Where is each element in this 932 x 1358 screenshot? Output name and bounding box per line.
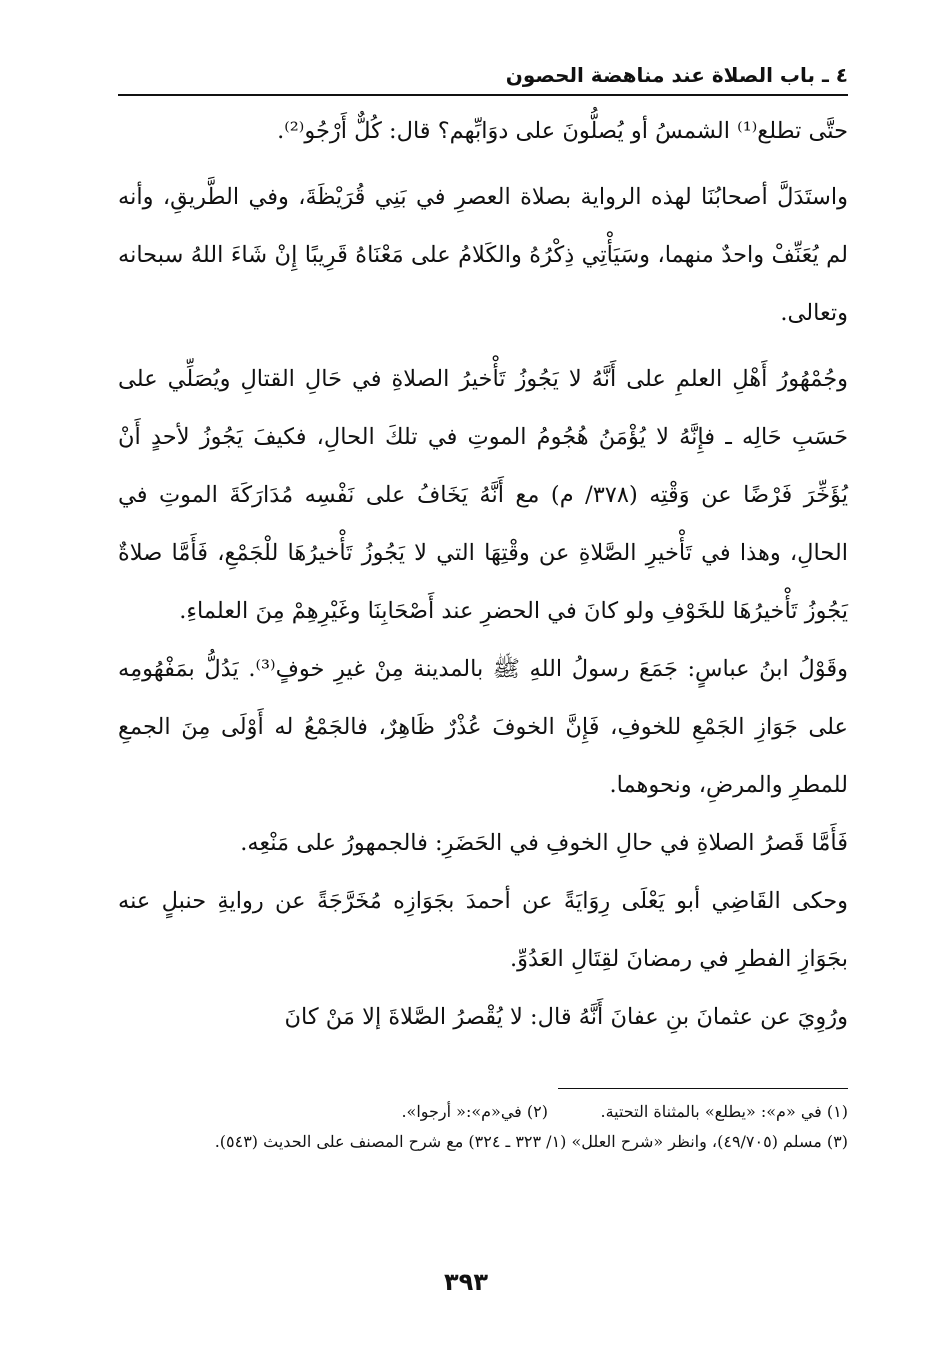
document-page xyxy=(118,58,848,1157)
paragraph-4: وقَوْلُ ابنُ عباسٍ: جَمَعَ رسولُ اللهِ ﷺ بالمدينة مِنْ غيرِ خوفٍ⁽³⁾. يَدُلُّ بمَفْهُومِه على جَوَازِ الجَمْعِ للخوفِ، فَإِنَّ الخوفَ عُذْرٌ ظَاهِرٌ، فالجَمْعُ له أَوْلَى مِنَ الجمعِ للمطرِ والمرضِ، ونحوهما. xyxy=(118,656,848,798)
footnote-separator xyxy=(558,1088,848,1089)
footnote-3: (٣) مسلم (٤٩/٧٠٥)، وانظر «شرح العلل» (١/ ٣٢٣ ـ ٣٢٤) مع شرح المصنف على الحديث (٥٤٣). xyxy=(214,1132,848,1151)
paragraph-5: فَأَمَّا قَصرُ الصلاةِ في حالِ الخوفِ في الحَضَرِ: فالجمهورُ على مَنْعِه. xyxy=(240,830,848,856)
footnote-1: (١) في «م»: «يطلع» بالمثناة التحتية. xyxy=(600,1102,848,1121)
footnote-row xyxy=(118,1097,848,1127)
paragraph-3: وجُمْهُورُ أَهْلِ العلمِ على أَنَّهُ لا يَجُوزُ تَأْخيرُ الصلاةِ في حَالِ القتالِ ويُصَلِّي على حَسَبِ حَالِه ـ فإِنَّهُ لا يُؤْمَنُ هُجُومُ الموتِ في تلكَ الحالِ، فكيفَ يَجُوزُ لأحدٍ أَنْ يُؤَخِّرَ فَرْضًا عن وَقْتِه (٣٧٨/ م) مع أَنَّهُ يَخَافُ على نَفْسِه مُدَارَكَةَ الموتِ في الحالِ، وهذا في تَأْخيرِ الصَّلاةِ عن وقْتِهَا التي لا يَجُوزُ تَأْخيرُهَا للْجَمْعِ، فَأَمَّا صلاةٌ يَجُوزُ تَأْخيرُهَا للخَوْفِ ولو كانَ في الحضرِ عند أَصْحَابِنَا وغَيْرِهِمْ مِنَ العلماءِ. xyxy=(118,366,848,624)
footnote-2: (٢) في«م»:« أرجوا». xyxy=(401,1102,548,1121)
running-head-rule xyxy=(118,94,848,96)
page-number: ٣٩٣ xyxy=(444,1268,488,1296)
footnotes xyxy=(118,1097,848,1157)
main-text xyxy=(118,102,848,1046)
running-head: ٤ ـ باب الصلاة عند مناهضة الحصون xyxy=(505,63,848,87)
paragraph-6: وحكى القَاضِي أبو يَعْلَى رِوَايَةً عن أحمدَ بجَوَازِه مُخَرَّجَةً عن روايةِ حنبلٍ عنه بجَوَازِ الفطرِ في رمضانَ لقِتَالِ العَدُوِّ. xyxy=(118,888,848,972)
paragraph-7: ورُوِيَ عن عثمانَ بنِ عفانَ أَنَّهُ قال: لا يُقْصرُ الصَّلاةَ إلا مَنْ كانَ xyxy=(284,1004,848,1030)
paragraph-2: واستَدَلَّ أصحابُنَا لهذه الرواية بصلاة العصرِ في بَنِي قُرَيْظَةَ، وفي الطَّريقِ، وأنه لم يُعَنِّفْ واحدٌ منهما، وسَيَأْتِي ذِكْرُهُ والكَلامُ على مَعْنَاهُ قَرِيبًا إِنْ شَاءَ اللهُ سبحانه وتعالى. xyxy=(118,184,848,326)
paragraph-1: حتَّى تطلع⁽¹⁾ الشمسُ أو يُصلُّونَ على دوَابِّهم؟ قال: كُلٌّ أَرْجُو⁽²⁾. xyxy=(277,118,848,144)
